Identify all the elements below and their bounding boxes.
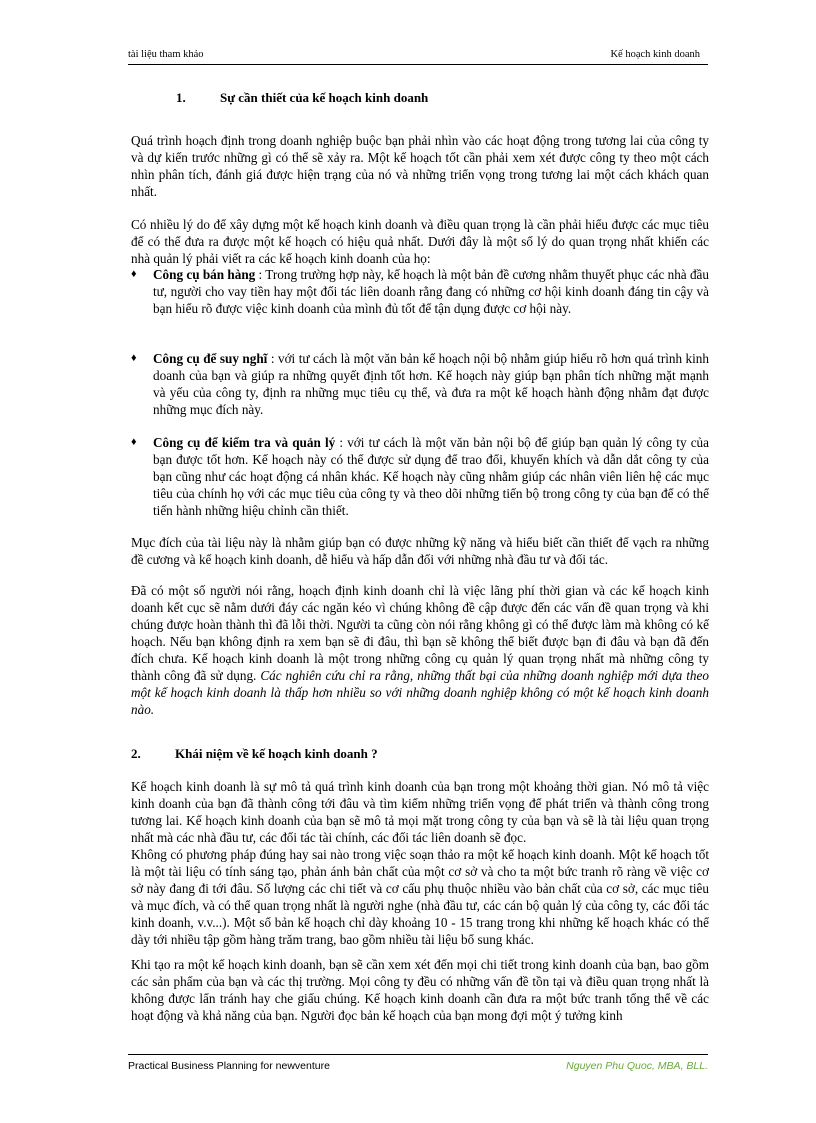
- header-left: tài liệu tham khảo: [128, 49, 204, 60]
- page-header: [128, 46, 708, 65]
- section-1-heading: [176, 90, 428, 106]
- section-1-number: 1.: [176, 90, 186, 105]
- footer-right: Nguyen Phu Quoc, MBA, BLL.: [566, 1060, 708, 1072]
- footer-left: Practical Business Planning for newventure: [128, 1060, 330, 1072]
- section-2-number: 2.: [131, 746, 141, 761]
- page-footer: [128, 1054, 708, 1075]
- paragraph-4-text: Đã có một số người nói rằng, hoạch định kinh doanh chỉ là việc lãng phí thời gian và các kế hoạch kinh doanh kết cục sẽ nằm dưới đáy các ngăn kéo vì chúng không đề cập được đến các vấn đề quan trọng và khi chúng được hoàn thành thì đã lỗi thời. Người ta cũng còn nói rằng không gì có thể được làm mà không có kế hoạch. Nếu bạn không định ra xem bạn sẽ đi đâu, thì bạn sẽ không thể biết được bạn đi đâu và bạn đã đến đích chưa. Kế hoạch kinh doanh là một trong những công cụ quản lý quan trọng nhất mà những công ty thành công đã sử dụng.: [131, 583, 709, 683]
- bullet-keyword: Công cụ để kiểm tra và quản lý: [153, 435, 336, 450]
- bullet-text: : Trong trường hợp này, kế hoạch là một bản đề cương nhằm thuyết phục các nhà đầu tư, người cho vay tiền hay một đối tác liên doanh rằng đang có những cơ hội kinh doanh đáng tin cậy và bạn hiểu rõ được việc kinh doanh của mình đủ tốt để tận dụng được cơ hội này.: [153, 267, 709, 316]
- diamond-bullet-icon: ♦: [131, 436, 137, 448]
- bullet-text: : với tư cách là một văn bản kế hoạch nội bộ nhằm giúp hiểu rõ hơn quá trình kinh doanh của bạn và giúp ra những quyết định tốt hơn. Kế hoạch này giúp bạn phân tích những mặt mạnh và yếu của công ty, định ra những mục tiêu cụ thể, và đưa ra một kế hoạch hành động nhằm đạt được những mục đích này.: [153, 351, 709, 417]
- paragraph-4: [131, 582, 709, 718]
- bullet-item-control-tool: [131, 434, 709, 519]
- bullet-item-sales-tool: [131, 266, 709, 317]
- bullet-keyword: Công cụ để suy nghĩ: [153, 351, 268, 366]
- diamond-bullet-icon: ♦: [131, 268, 137, 280]
- paragraph-3: Mục đích của tài liệu này là nhằm giúp bạn có được những kỹ năng và hiểu biết cần thiết để vạch ra những đề cương và kế hoạch kinh doanh, dễ hiểu và hấp dẫn đối với những nhà đầu tư và đối tác.: [131, 535, 709, 567]
- paragraph-5: Kế hoạch kinh doanh là sự mô tả quá trình kinh doanh của bạn trong một khoảng thời gian. Nó mô tả việc kinh doanh của bạn đã thành công tới đâu và tìm kiếm những triển vọng để phát triển và thành công trong tương lai. Kế hoạch kinh doanh của bạn sẽ mô tả mọi mặt trong công ty của bạn và sẽ là tài liệu quan trọng nhất mà các nhà đầu tư, các đối tác tài chính, các đối tác liên doanh sẽ đọc.: [131, 779, 709, 845]
- paragraph-2: Có nhiều lý do để xây dựng một kế hoạch kinh doanh và điều quan trọng là cần phải hiểu được các mục tiêu để có thể đưa ra được một kế hoạch có hiệu quả nhất. Dưới đây là một số lý do quan trọng nhất khiến các nhà quản lý phải viết ra các kế hoạch kinh doanh của họ:: [131, 217, 709, 266]
- diamond-bullet-icon: ♦: [131, 352, 137, 364]
- section-1-title: Sự cần thiết của kế hoạch kinh doanh: [220, 90, 429, 105]
- section-2-title: Khái niệm về kế hoạch kinh doanh ?: [175, 746, 378, 761]
- paragraph-4-italic: Các nghiên cứu chỉ ra rằng, những thất bại của những doanh nghiệp mới dựa theo một kế hoạch kinh doanh là thấp hơn nhiều so với những doanh nghiệp không có một kế hoạch kinh doanh nào.: [131, 668, 709, 717]
- paragraph-7: Khi tạo ra một kế hoạch kinh doanh, bạn sẽ cần xem xét đến mọi chi tiết trong kinh doanh của bạn, bao gồm các sản phẩm của bạn và các thị trường. Mọi công ty đều có những vấn đề tồn tại và điều quan trọng nhất là không được lẩn tránh hay che giấu chúng. Kế hoạch kinh doanh cần đưa ra một bức tranh tổng thể về các hoạt động và khả năng của bạn. Người đọc bản kế hoạch của bạn mong đợi một ý tưởng kinh: [131, 957, 709, 1023]
- bullet-keyword: Công cụ bán hàng: [153, 267, 256, 282]
- bullet-text: : với tư cách là một văn bản nội bộ để giúp bạn quản lý công ty của bạn được tốt hơn. Kế hoạch này có thể được sử dụng để trao đổi, khuyến khích và dẫn dắt công ty của bạn cũng như các hoạt động cá nhân khác. Kế hoạch này cũng nhằm giúp các nhân viên liên hệ các mục tiêu của chính họ với các mục tiêu của công ty và theo dõi những tiến bộ trong công ty của bạn để có thể tiến hành những hiệu chỉnh cần thiết.: [153, 435, 710, 518]
- paragraph-1: Quá trình hoạch định trong doanh nghiệp buộc bạn phải nhìn vào các hoạt động trong tương lai của công ty và dự kiến trước những gì có thể sẽ xảy ra. Một kế hoạch tốt cần phải xem xét được công ty theo một cách nhìn phân tích, đánh giá được hiện trạng của nó và những triển vọng trong tương lai một cách khách quan nhất.: [131, 133, 709, 199]
- header-right: Kế hoạch kinh doanh: [610, 49, 700, 60]
- paragraph-6: Không có phương pháp đúng hay sai nào trong việc soạn thảo ra một kế hoạch kinh doanh. Một kế hoạch tốt là một tài liệu có tính sáng tạo, phản ánh bản chất của một cơ sở và cho ta một bức tranh rõ ràng về việc cơ sở này đang đi tới đâu. Số lượng các chi tiết và cơ cấu phụ thuộc nhiều vào bản chất của cơ sở, các mục tiêu và mục đích, và có thể quan trọng nhất là người nghe (nhà đầu tư, các cán bộ quản lý của công ty, các đối tác kinh doanh, v.v...). Một số bản kế hoạch chỉ dày khoảng 10 - 15 trang trong khi những kế hoạch khác có thể dày tới nhiều tập gồm hàng trăm trang, bao gồm nhiều tài liệu bổ sung khác.: [131, 847, 709, 947]
- section-2-heading: [131, 746, 378, 762]
- bullet-item-thinking-tool: [131, 350, 709, 418]
